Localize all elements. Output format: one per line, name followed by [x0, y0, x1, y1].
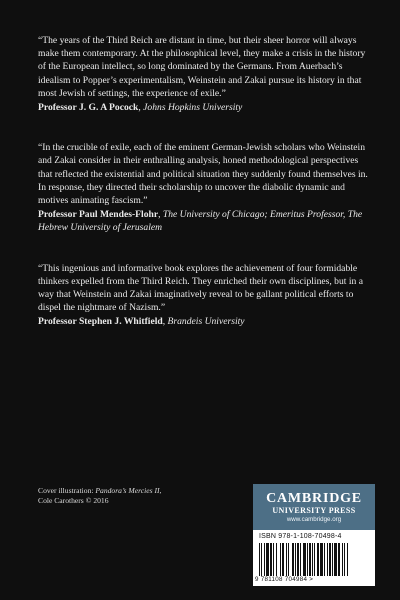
publisher-subtitle: UNIVERSITY PRESS: [272, 505, 356, 515]
barcode-bar: [309, 543, 311, 576]
isbn-label: ISBN 978-1-108-70498-4: [259, 533, 342, 540]
endorser-name: Professor Stephen J. Whitfield: [38, 316, 163, 328]
barcode-bar: [324, 543, 325, 576]
barcode-bar: [332, 543, 333, 576]
barcode-bar: [288, 543, 289, 576]
publisher-name: CAMBRIDGE: [266, 490, 362, 506]
barcode-bar: [307, 543, 308, 576]
barcode-bar: [327, 543, 328, 576]
barcode-bar: [344, 543, 345, 576]
barcode-bar: [270, 543, 272, 576]
endorser-affiliation: The University of Chicago; Emeritus Professor, The Hebrew University of Jerusalem: [38, 209, 363, 234]
barcode-bar: [266, 543, 269, 576]
barcode-bar: [261, 543, 262, 576]
barcode-box: [253, 530, 375, 586]
cover-illustration-artist: Cole Carothers © 2016: [38, 496, 109, 505]
barcode-bar: [286, 543, 287, 576]
barcode-bar: [334, 543, 337, 576]
publisher-url: www.cambridge.org: [286, 515, 342, 523]
cover-illustration-credit: [38, 486, 218, 506]
endorser-affiliation: Brandeis University: [167, 316, 245, 328]
barcode-bar: [314, 543, 315, 576]
endorsement-3: [38, 262, 370, 329]
publisher-block: [253, 484, 375, 586]
endorsements: [38, 34, 370, 356]
barcode-bar: [312, 543, 313, 576]
barcode-bar: [303, 543, 306, 576]
endorsement-quote: “In the crucible of exile, each of the eminent German-Jewish scholars who Weinstein and Zakai consider in their enthralling analysis, honed methodological perspectives that reflected the existential and political situation they suddenly found themselves in. In response, they directed their scholarship to uncover the diabolic dynamic and motives animating fascism.”: [38, 142, 368, 207]
barcode-bar: [276, 543, 277, 576]
barcode-bar: [259, 543, 260, 576]
publisher-logo: [253, 484, 375, 530]
barcode-bar: [297, 543, 299, 576]
endorsement-attribution: Professor J. G. A Pocock, Johns Hopkins University: [38, 102, 243, 114]
barcode-bar: [347, 543, 348, 576]
barcode-digits: 9 781108 704984 >: [255, 576, 314, 583]
barcode-bar: [320, 543, 323, 576]
endorser-name: Professor J. G. A Pocock: [38, 102, 139, 114]
barcode-bar: [280, 543, 281, 576]
endorsement-attribution: Professor Stephen J. Whitfield, Brandeis University: [38, 316, 245, 328]
endorser-affiliation: Johns Hopkins University: [143, 102, 243, 114]
endorsement-attribution: Professor Paul Mendes-Flohr, The University of Chicago; Emeritus Professor, The Hebrew University of Jerusalem: [38, 209, 363, 234]
barcode-bar: [282, 543, 284, 576]
barcode-bar: [295, 543, 296, 576]
barcode-bars: [259, 543, 369, 576]
barcode-bar: [329, 543, 331, 576]
cover-illustration-title: Pandora’s Mercies II,: [95, 486, 162, 495]
barcode-bar: [300, 543, 301, 576]
barcode-bar: [342, 543, 343, 576]
barcode-bar: [338, 543, 340, 576]
endorsement-1: [38, 34, 370, 114]
endorsement-2: [38, 141, 370, 234]
endorsement-quote: “The years of the Third Reich are distant in time, but their sheer horror will always make them contemporary. At the philosophical level, they make a crisis in the history of the European intellect, so long dominated by the Germans. From Auerbach’s idealism to Popper’s experimentalism, Weinstein and Zakai pursue its history in that most Jewish of settings, the experience of exile.”: [38, 35, 366, 99]
endorser-name: Professor Paul Mendes-Flohr: [38, 209, 159, 221]
cover-illustration-label: Cover illustration:: [38, 486, 94, 495]
barcode-bar: [317, 543, 319, 576]
barcode-bar: [264, 543, 265, 576]
barcode-bar: [292, 543, 294, 576]
barcode-bar: [273, 543, 274, 576]
endorsement-quote: “This ingenious and informative book explores the achievement of four formidable thinkers expelled from the Third Reich. They enriched their own disciplines, but in a way that Weinstein and Zakai imaginatively reveal to be gallant political efforts to dispel the nightmare of Nazism.”: [38, 262, 363, 314]
